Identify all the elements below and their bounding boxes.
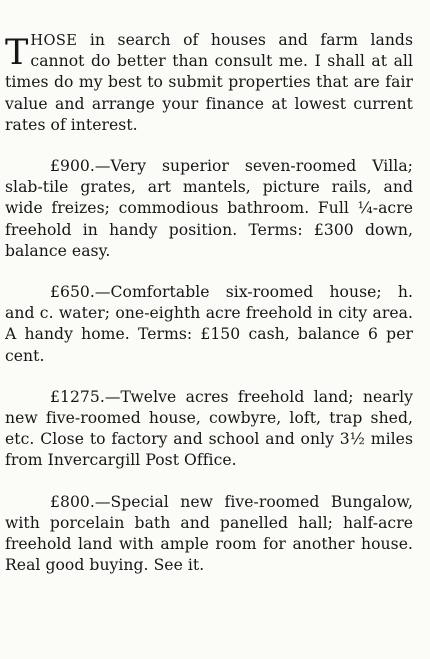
intro-paragraph (5, 30, 413, 136)
listing-item: £900.—Very superior seven-roomed Villa; slab-tile grates, art mantels, picture rails, and wide freizes; commodious bathroom. Full ¼-acre freehold in handy position. Terms: £300 down, balance easy. (5, 157, 413, 260)
intro-text: in search of houses and farm lands cannot do better than consult me. I shall at all times do my best to submit properties that are fair value and arrange your finance at lowest current rates of interest. (5, 31, 413, 134)
listing-item: £650.—Comfortable six-roomed house; h. and c. water; one-eighth acre freehold in city area. A handy home. Terms: £150 cash, balance 6 per cent. (5, 283, 413, 365)
drop-cap-letter: T (5, 33, 29, 73)
listing-item: £800.—Special new five-roomed Bungalow, with porcelain bath and panelled hall; half-acre freehold land with ample room for another house. Real good buying. See it. (5, 492, 413, 575)
intro-caps-word: HOSE (30, 32, 78, 49)
listing-item: £1275.—Twelve acres freehold land; nearly new five-roomed house, cowbyre, loft, trap shed, etc. Close to factory and school and only 3½ miles from Invercargill Post Office. (5, 387, 413, 470)
